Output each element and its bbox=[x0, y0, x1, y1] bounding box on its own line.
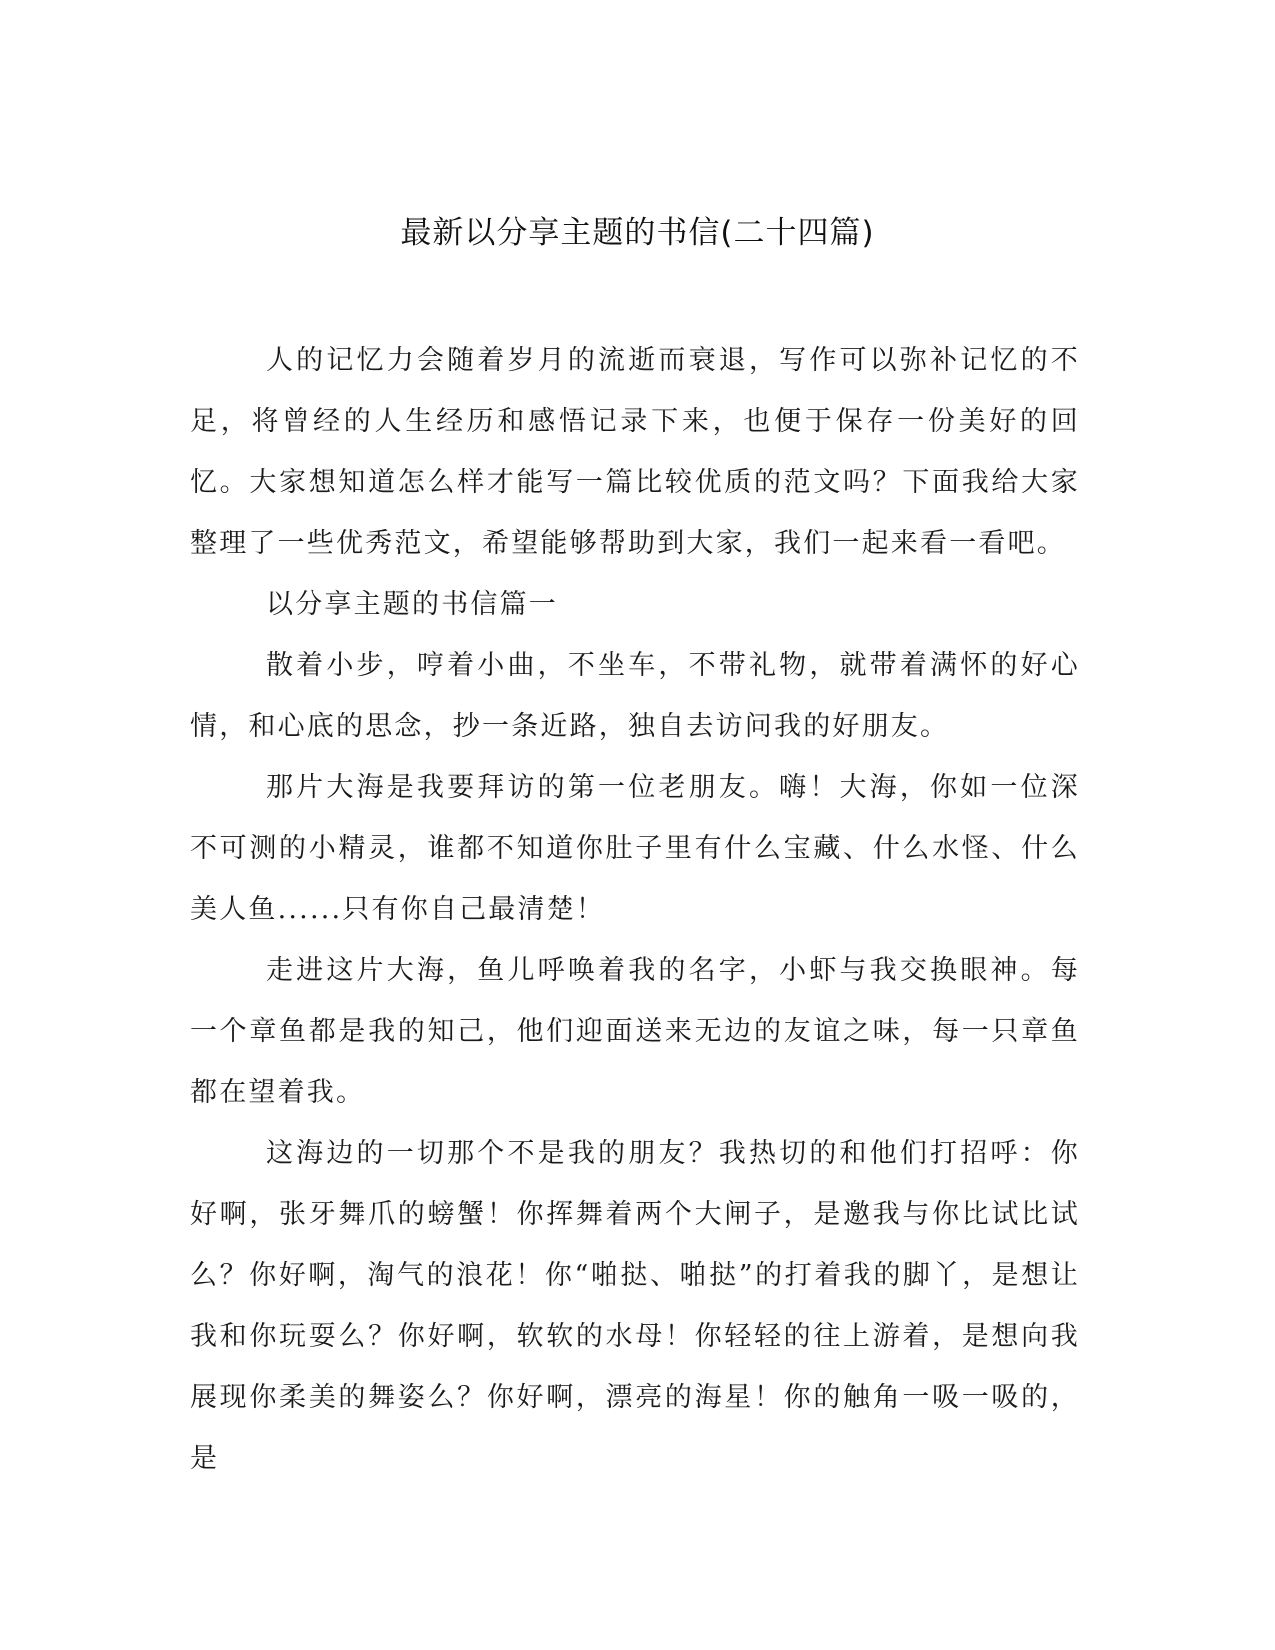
body-paragraph: 那片大海是我要拜访的第一位老朋友。嗨！大海，你如一位深不可测的小精灵，谁都不知道你肚子里有什么宝藏、什么水怪、什么美人鱼......只有你自己最清楚！ bbox=[190, 772, 1080, 925]
document-title: 最新以分享主题的书信(二十四篇) bbox=[400, 215, 875, 251]
intro-paragraph: 人的记忆力会随着岁月的流逝而衰退，写作可以弥补记忆的不足，将曾经的人生经历和感悟记录下来，也便于保存一份美好的回忆。大家想知道怎么样才能写一篇比较优质的范文吗？下面我给大家整理了一些优秀范文，希望能够帮助到大家，我们一起来看一看吧。 bbox=[190, 345, 1080, 559]
body-paragraph: 走进这片大海，鱼儿呼唤着我的名字，小虾与我交换眼神。每一个章鱼都是我的知己，他们迎面送来无边的友谊之味，每一只章鱼都在望着我。 bbox=[190, 955, 1080, 1108]
body-paragraph: 散着小步，哼着小曲，不坐车，不带礼物，就带着满怀的好心情，和心底的思念，抄一条近路，独自去访问我的好朋友。 bbox=[190, 650, 1080, 742]
document-body bbox=[190, 330, 1080, 1489]
body-paragraph: 这海边的一切那个不是我的朋友？我热切的和他们打招呼：你好啊，张牙舞爪的螃蟹！你挥舞着两个大闸子，是邀我与你比试比试么？你好啊，淘气的浪花！你“啪挞、啪挞”的打着我的脚丫，是想让我和你玩耍么？你好啊，软软的水母！你轻轻的往上游着，是想向我展现你柔美的舞姿么？你好啊，漂亮的海星！你的触角一吸一吸的，是 bbox=[190, 1138, 1080, 1474]
section-heading: 以分享主题的书信篇一 bbox=[266, 589, 558, 620]
